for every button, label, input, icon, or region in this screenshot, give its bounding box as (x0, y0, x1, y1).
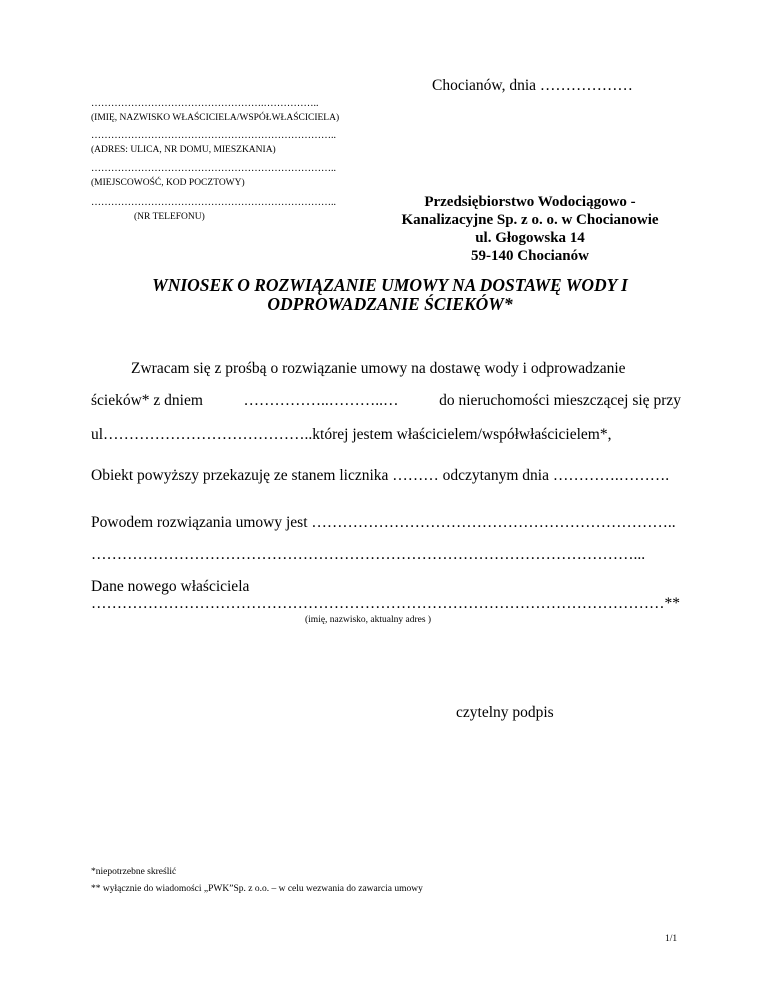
sender-city-dots: ……………………………………………………………….. (91, 163, 336, 174)
footnote-2: ** wyłącznie do wiadomości „PWK”Sp. z o.o. – w celu wezwania do zawarcia umowy (91, 884, 423, 894)
footnote-1: *niepotrzebne skreślić (91, 867, 177, 877)
sender-name-dots: …………………………………………….…………….. (91, 98, 319, 109)
title-line-1: WNIOSEK O ROZWIĄZANIE UMOWY NA DOSTAWĘ WODY I (152, 275, 628, 295)
paragraph-1-line-3: ul…………………………………..której jestem właścicielem/współwłaścicielem*, (91, 426, 612, 443)
sender-name-label: (IMIĘ, NAZWISKO WŁAŚCICIELA/WSPÓŁWŁAŚCICIELA) (91, 113, 340, 123)
sender-address-label: (ADRES: ULICA, NR DOMU, MIESZKANIA) (91, 145, 276, 155)
paragraph-meter-reading: Obiekt powyższy przekazuję ze stanem licznika ……… odczytanym dnia ………….………. (91, 467, 670, 484)
new-owner-heading: Dane nowego właściciela (91, 578, 250, 595)
paragraph-1-line-1-text: Zwracam się z prośbą o rozwiązanie umowy na dostawę wody i odprowadzanie (131, 360, 626, 377)
place-date: Chocianów, dnia ……………… (432, 77, 633, 94)
recipient-line-3: ul. Głogowska 14 (475, 230, 585, 246)
recipient-line-2: Kanalizacyjne Sp. z o. o. w Chocianowie (401, 212, 659, 228)
sender-city-label: (MIEJSCOWOŚĆ, KOD POCZTOWY) (91, 178, 245, 188)
new-owner-caption: (imię, nazwisko, aktualny adres ) (305, 615, 432, 625)
paragraph-1-date-label: ścieków* z dniem (91, 392, 203, 409)
sender-phone-label: (NR TELEFONU) (134, 212, 205, 222)
title-line-2: ODPROWADZANIE ŚCIEKÓW* (267, 294, 513, 314)
paragraph-1-line-2 (91, 392, 681, 410)
signature-label: czytelny podpis (456, 704, 554, 721)
recipient-address-block (380, 193, 680, 265)
page-number: 1/1 (665, 934, 678, 944)
paragraph-reason-line-2: ……………………………………………………………………………………………... (91, 546, 646, 563)
sender-address-dots: ……………………………………………………………….. (91, 130, 336, 141)
document-title (60, 276, 720, 314)
paragraph-1-line-1 (131, 360, 681, 378)
recipient-line-1: Przedsiębiorstwo Wodociągowo - (424, 194, 636, 210)
sender-phone-dots: ……………………………………………………………….. (91, 197, 336, 208)
paragraph-1-property-label: do nieruchomości mieszczącej się przy (439, 392, 681, 409)
paragraph-reason-line-1: Powodem rozwiązania umowy jest …………………………………………………………….. (91, 514, 676, 531)
paragraph-1-date-dots: ……………..………..… (243, 392, 399, 409)
recipient-line-4: 59-140 Chocianów (471, 248, 589, 264)
new-owner-dots: …………………………………………………………………………………………………** (91, 595, 680, 612)
